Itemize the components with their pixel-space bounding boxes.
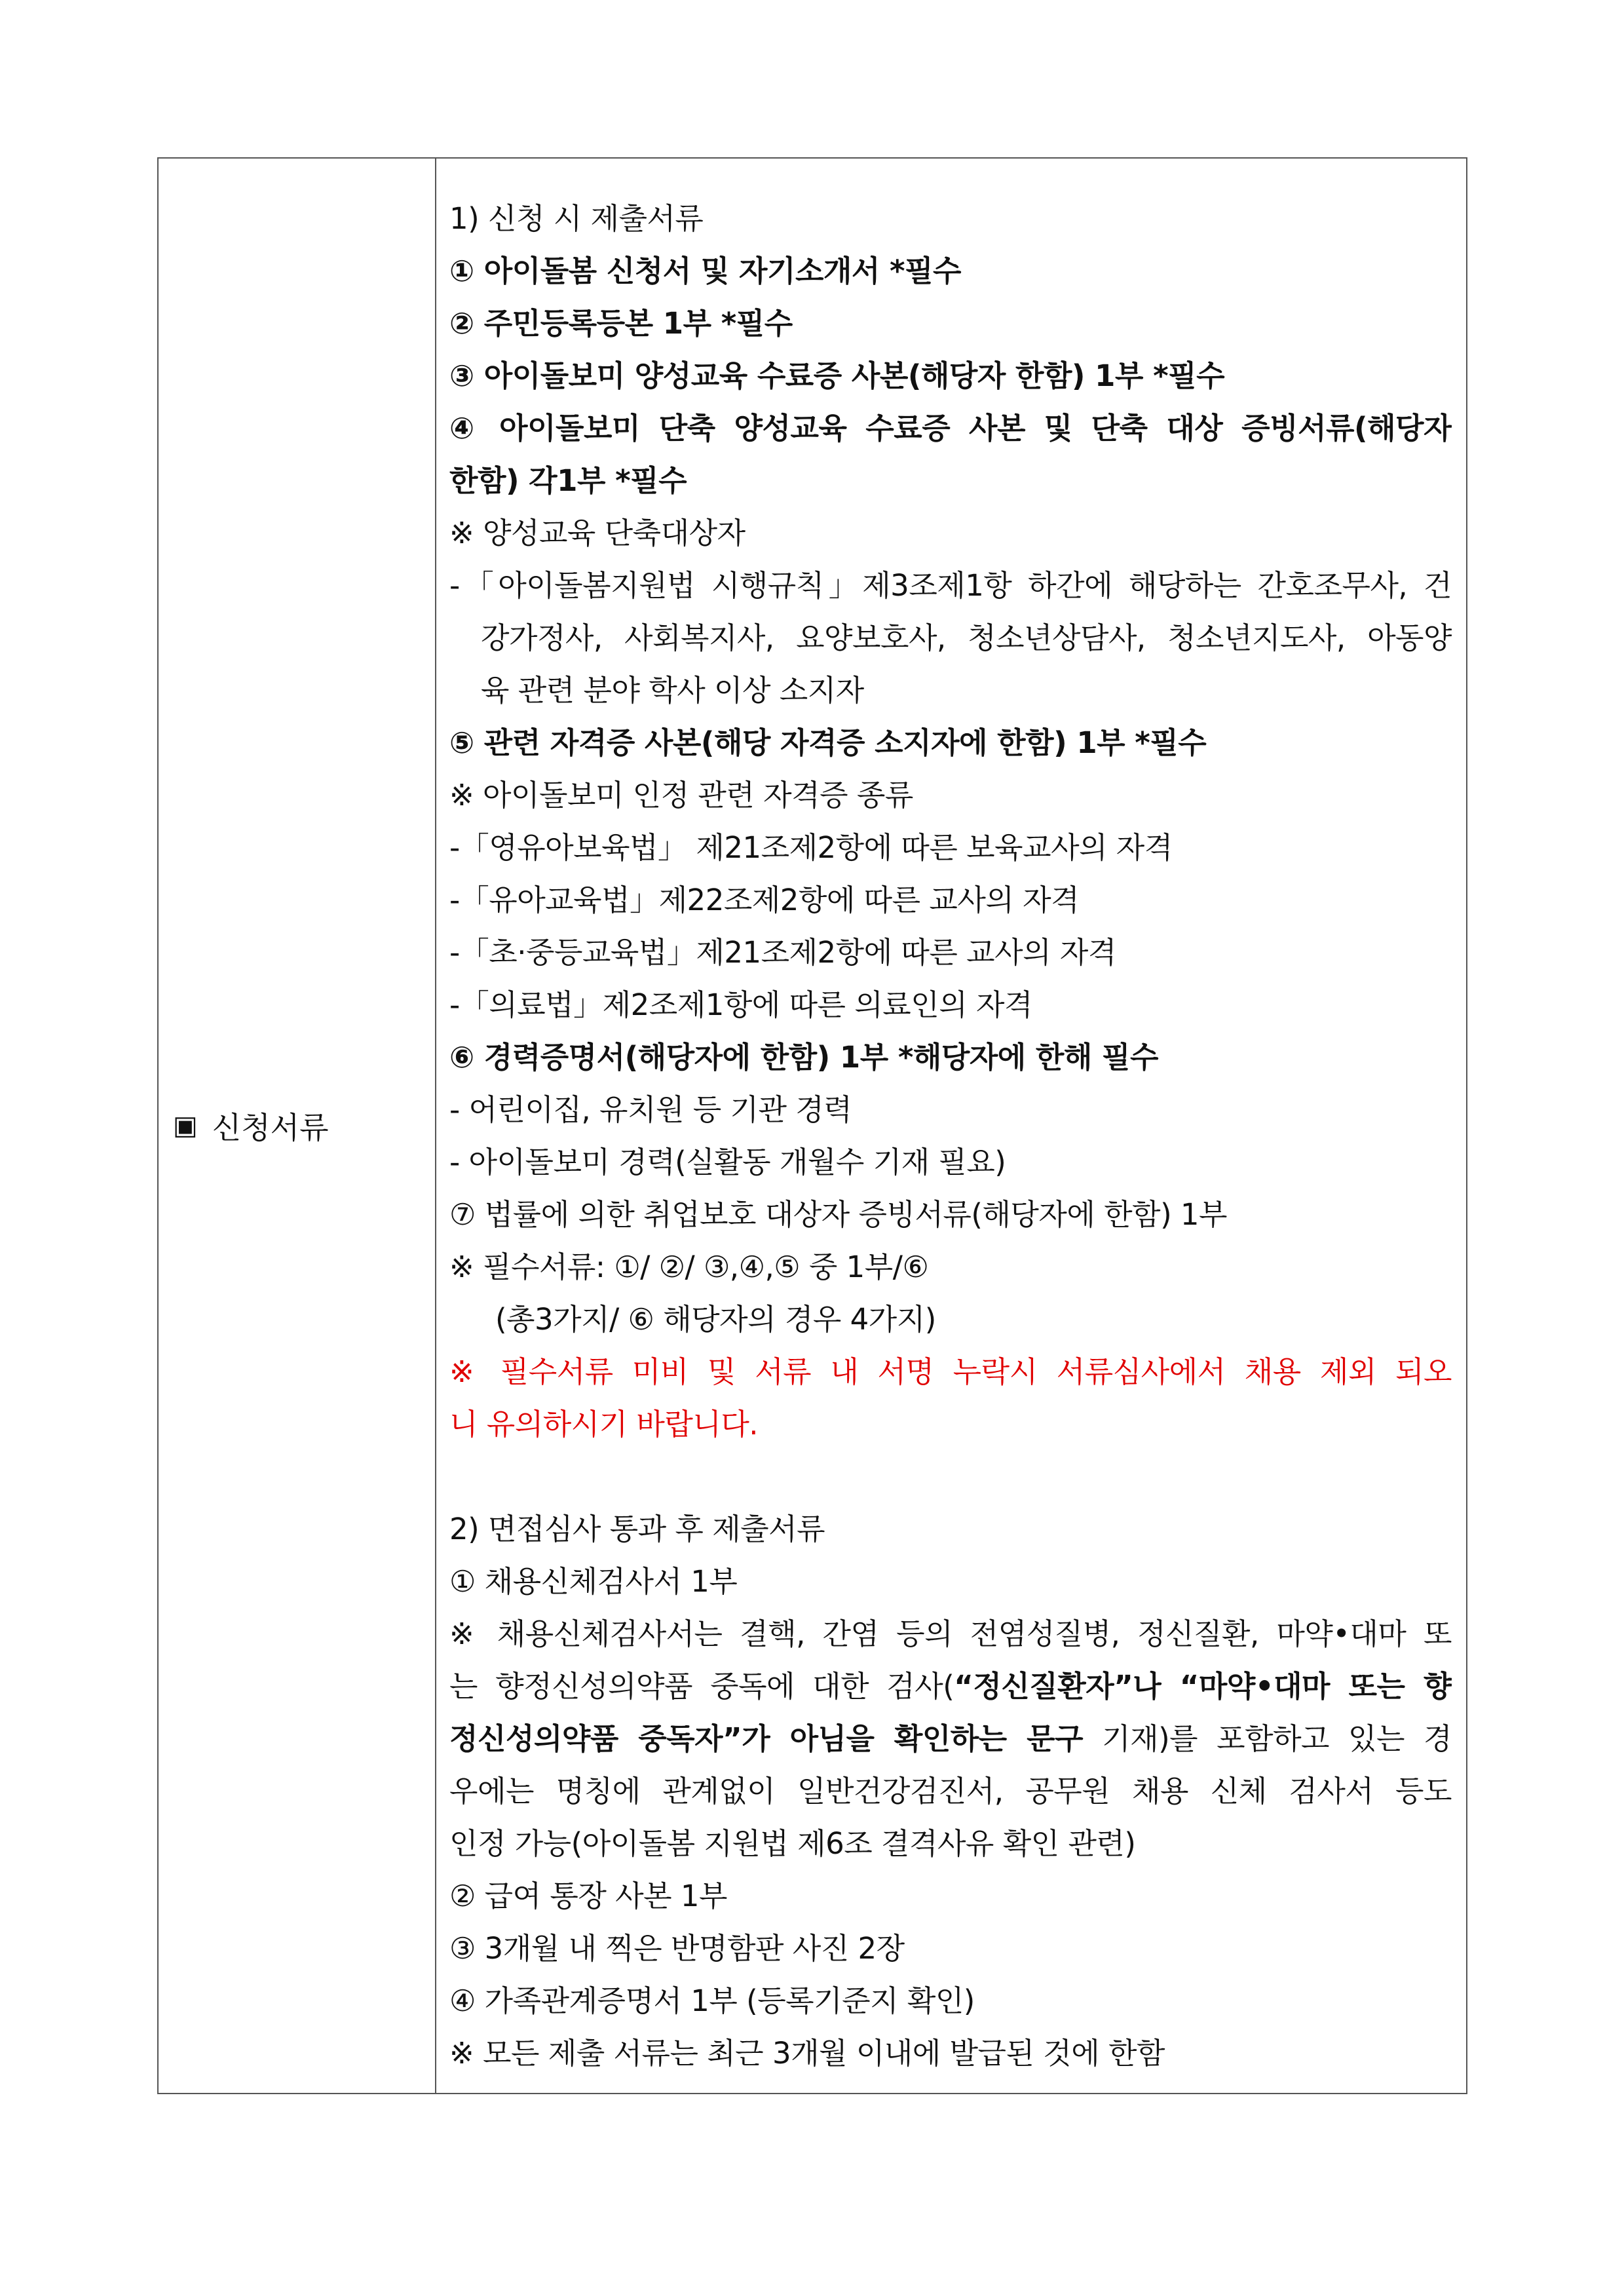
health-note-line3 bbox=[449, 1713, 1452, 1765]
warning-line1: ※ 필수서류 미비 및 서류 내 서명 누락시 서류심사에서 채용 제외 되오 bbox=[449, 1354, 1452, 1389]
content-cell bbox=[436, 159, 1466, 2093]
health-note-line4: 우에는 명칭에 관계없이 일반건강검진서, 공무원 채용 신체 검사서 등도 bbox=[449, 1774, 1452, 1808]
section2-item3: ③ 3개월 내 찍은 반명함판 사진 2장 bbox=[449, 1931, 905, 1966]
required-docs-line1: ※ 필수서류: ①/ ②/ ③,④,⑤ 중 1부/⑥ bbox=[449, 1250, 929, 1284]
label-cell bbox=[159, 159, 436, 2093]
section2-item1: ① 채용신체검사서 1부 bbox=[449, 1564, 738, 1599]
health-note-line1: ※ 채용신체검사서는 결핵, 간염 등의 전염성질병, 정신질환, 마약•대마 또 bbox=[449, 1617, 1452, 1651]
certificate-3: -「초·중등교육법」제21조제2항에 따른 교사의 자격 bbox=[449, 935, 1116, 970]
label-text: 신청서류 bbox=[212, 1110, 329, 1145]
short-course-line3: 육 관련 분야 학사 이상 소지자 bbox=[481, 673, 864, 708]
section1-item2: ② 주민등록등본 1부 *필수 bbox=[449, 306, 793, 341]
health-note-line2-bold: “정신질환자”나 “마약•대마 또는 향 bbox=[954, 1669, 1452, 1704]
section1-item3: ③ 아이돌보미 양성교육 수료증 사본(해당자 한함) 1부 *필수 bbox=[449, 358, 1225, 393]
section1-item6: ⑥ 경력증명서(해당자에 한함) 1부 *해당자에 한해 필수 bbox=[449, 1040, 1158, 1075]
health-note-line3-bold: 정신성의약품 중독자”가 아님을 확인하는 문구 bbox=[449, 1721, 1084, 1756]
career-1: - 어린이집, 유치원 등 기관 경력 bbox=[449, 1092, 852, 1127]
final-note: ※ 모든 제출 서류는 최근 3개월 이내에 발급된 것에 한함 bbox=[449, 2036, 1165, 2071]
note-short-course: ※ 양성교육 단축대상자 bbox=[449, 516, 746, 550]
spacer bbox=[449, 1451, 1452, 1503]
section1-title: 1) 신청 시 제출서류 bbox=[449, 201, 704, 236]
certificate-2: -「유아교육법」제22조제2항에 따른 교사의 자격 bbox=[449, 883, 1080, 917]
health-note-line2 bbox=[449, 1660, 1452, 1713]
application-documents-table bbox=[157, 157, 1467, 2094]
section1-item4-line1: ④ 아이돌보미 단축 양성교육 수료증 사본 및 단축 대상 증빙서류(해당자 bbox=[449, 411, 1452, 446]
section2-item2: ② 급여 통장 사본 1부 bbox=[449, 1879, 727, 1913]
section1-item5: ⑤ 관련 자격증 사본(해당 자격증 소지자에 한함) 1부 *필수 bbox=[449, 725, 1207, 760]
warning-line2: 니 유의하시기 바랍니다. bbox=[449, 1407, 759, 1442]
short-course-line2: 강가정사, 사회복지사, 요양보호사, 청소년상담사, 청소년지도사, 아동양 bbox=[481, 621, 1452, 655]
note-certificates: ※ 아이돌보미 인정 관련 자격증 종류 bbox=[449, 778, 913, 813]
career-2: - 아이돌보미 경력(실활동 개월수 기재 필요) bbox=[449, 1145, 1006, 1179]
filled-square-icon: ▣ bbox=[173, 1111, 198, 1141]
section2-title: 2) 면접심사 통과 후 제출서류 bbox=[449, 1512, 825, 1546]
health-note-line2-plain: 는 향정신성의약품 중독에 대한 검사( bbox=[449, 1669, 954, 1704]
section2-item4: ④ 가족관계증명서 1부 (등록기준지 확인) bbox=[449, 1983, 975, 2018]
certificate-1: -「영유아보육법」 제21조제2항에 따른 보육교사의 자격 bbox=[449, 830, 1173, 865]
short-course-line1: -「아이돌봄지원법 시행규칙」제3조제1항 하간에 해당하는 간호조무사, 건 bbox=[449, 568, 1452, 603]
health-note-line5: 인정 가능(아이돌봄 지원법 제6조 결격사유 확인 관련) bbox=[449, 1826, 1136, 1861]
certificate-4: -「의료법」제2조제1항에 따른 의료인의 자격 bbox=[449, 987, 1032, 1022]
health-note-line3-plain: 기재)를 포함하고 있는 경 bbox=[1083, 1721, 1452, 1756]
section1-item4-line2: 한함) 각1부 *필수 bbox=[449, 463, 687, 498]
required-docs-line2: (총3가지/ ⑥ 해당자의 경우 4가지) bbox=[495, 1302, 936, 1337]
section1-item7: ⑦ 법률에 의한 취업보호 대상자 증빙서류(해당자에 한함) 1부 bbox=[449, 1197, 1228, 1232]
section1-item1: ① 아이돌봄 신청서 및 자기소개서 *필수 bbox=[449, 254, 962, 288]
